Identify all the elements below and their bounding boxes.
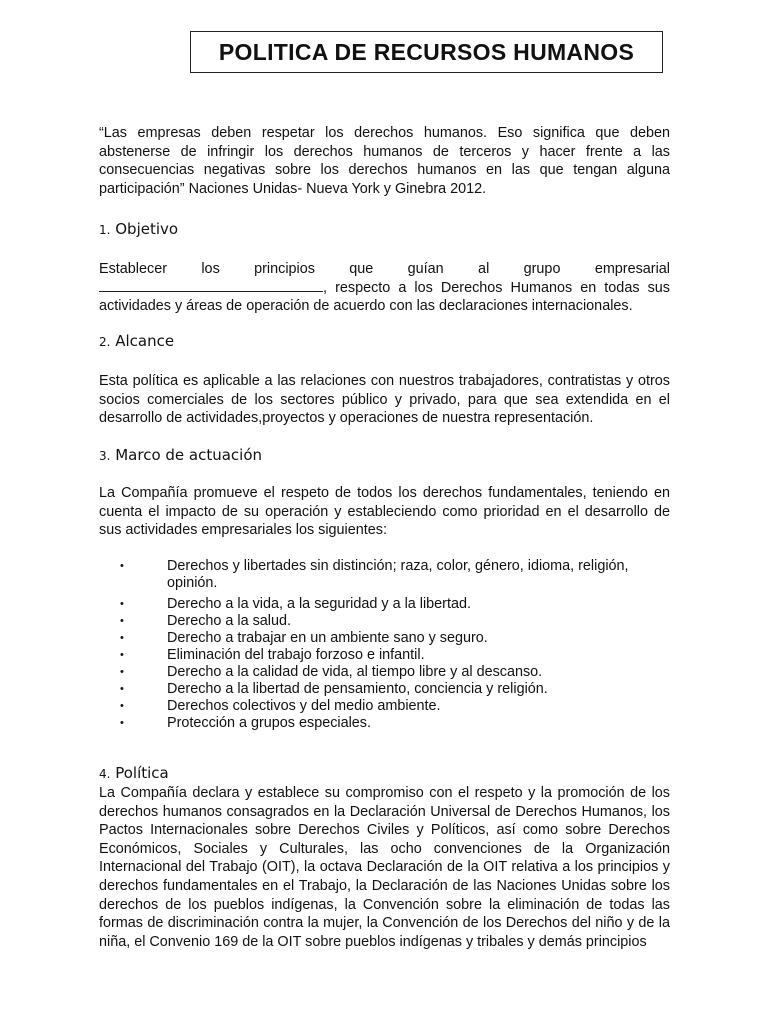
section-number: 1.	[99, 223, 111, 237]
list-item: • Derecho a la vida, a la seguridad y a la libertad.	[120, 596, 471, 612]
objetivo-text-after: , respecto a los Derechos Humanos en todas sus actividades y áreas de operación de acuerdo con las declaraciones internacionales.	[99, 279, 670, 315]
bullet-icon: •	[120, 717, 124, 729]
list-item: • Protección a grupos especiales.	[120, 715, 371, 731]
title-box	[190, 31, 663, 73]
objetivo-paragraph	[99, 260, 670, 316]
list-item: • Eliminación del trabajo forzoso e infantil.	[120, 647, 425, 663]
list-item: • Derechos colectivos y del medio ambiente.	[120, 698, 441, 714]
bullet-icon: •	[120, 649, 124, 661]
list-item: • Derecho a la calidad de vida, al tiempo libre y al descanso.	[120, 664, 543, 680]
bullet-icon: •	[120, 666, 124, 678]
section-title: Objetivo	[115, 220, 179, 238]
bullet-icon: •	[120, 632, 124, 644]
bullet-icon: •	[120, 683, 124, 695]
bullet-icon: •	[120, 598, 124, 610]
bullet-icon: •	[120, 560, 124, 572]
section-number: 4.	[99, 767, 111, 781]
objetivo-text-before: Establecer los principios que guían al grupo empresarial	[99, 261, 670, 277]
intro-paragraph: “Las empresas deben respetar los derechos humanos. Eso significa que deben abstenerse de infringir los derechos humanos de terceros y hacer frente a las consecuencias negativas sobre los derechos humanos en las que tengan alguna participación” Naciones Unidas- Nueva York y Ginebra 2012.	[99, 125, 670, 197]
list-item: • Derecho a trabajar en un ambiente sano y seguro.	[120, 630, 488, 646]
alcance-paragraph: Esta política es aplicable a las relaciones con nuestros trabajadores, contratistas y otros socios comerciales de los sectores público y privado, para que sea extendida en el desarrollo de actividades,proyectos y operaciones de nuestra representación.	[99, 373, 670, 427]
section-title: Política	[115, 764, 169, 782]
list-item: • Derecho a la libertad de pensamiento, conciencia y religión.	[120, 681, 548, 697]
section-heading-politica	[99, 764, 169, 784]
bullet-icon: •	[120, 700, 124, 712]
document-body	[99, 124, 670, 950]
section-title: Marco de actuación	[115, 446, 263, 464]
section-number: 2.	[99, 335, 111, 349]
document-title: POLITICA DE RECURSOS HUMANOS	[218, 38, 635, 65]
section-heading-marco	[99, 446, 262, 466]
politica-paragraph: La Compañía declara y establece su compromiso con el respeto y la promoción de los derechos humanos consagrados en la Declaración Universal de Derechos Humanos, los Pactos Internacionales sobre Derechos Civiles y Políticos, así como sobre Derechos Económicos, Sociales y Culturales, las ocho convenciones de la Organización Internacional del Trabajo (OIT), la octava Declaración de la OIT relativa a los principios y derechos fundamentales en el Trabajo, la Declaración de las Naciones Unidas sobre los derechos de los pueblos indígenas, la Convención sobre la eliminación de todas las formas de discriminación contra la mujer, la Convención de los Derechos del niño y de la niña, el Convenio 169 de la OIT sobre pueblos indígenas y tribales y demás principios	[99, 785, 670, 950]
list-item: • Derecho a la salud.	[120, 613, 291, 629]
section-number: 3.	[99, 449, 111, 463]
section-heading-alcance	[99, 332, 174, 352]
section-title: Alcance	[115, 332, 175, 350]
bullet-icon: •	[120, 615, 124, 627]
marco-paragraph: La Compañía promueve el respeto de todos los derechos fundamentales, teniendo en cuenta el impacto de su operación y estableciendo como prioridad en el desarrollo de sus actividades empresariales los siguientes:	[99, 485, 670, 539]
rights-list	[120, 558, 670, 732]
company-name-blank	[99, 279, 323, 292]
list-item: • Derechos y libertades sin distinción; raza, color, género, idioma, religión, opinión.	[120, 558, 629, 591]
section-heading-objetivo	[99, 220, 178, 240]
